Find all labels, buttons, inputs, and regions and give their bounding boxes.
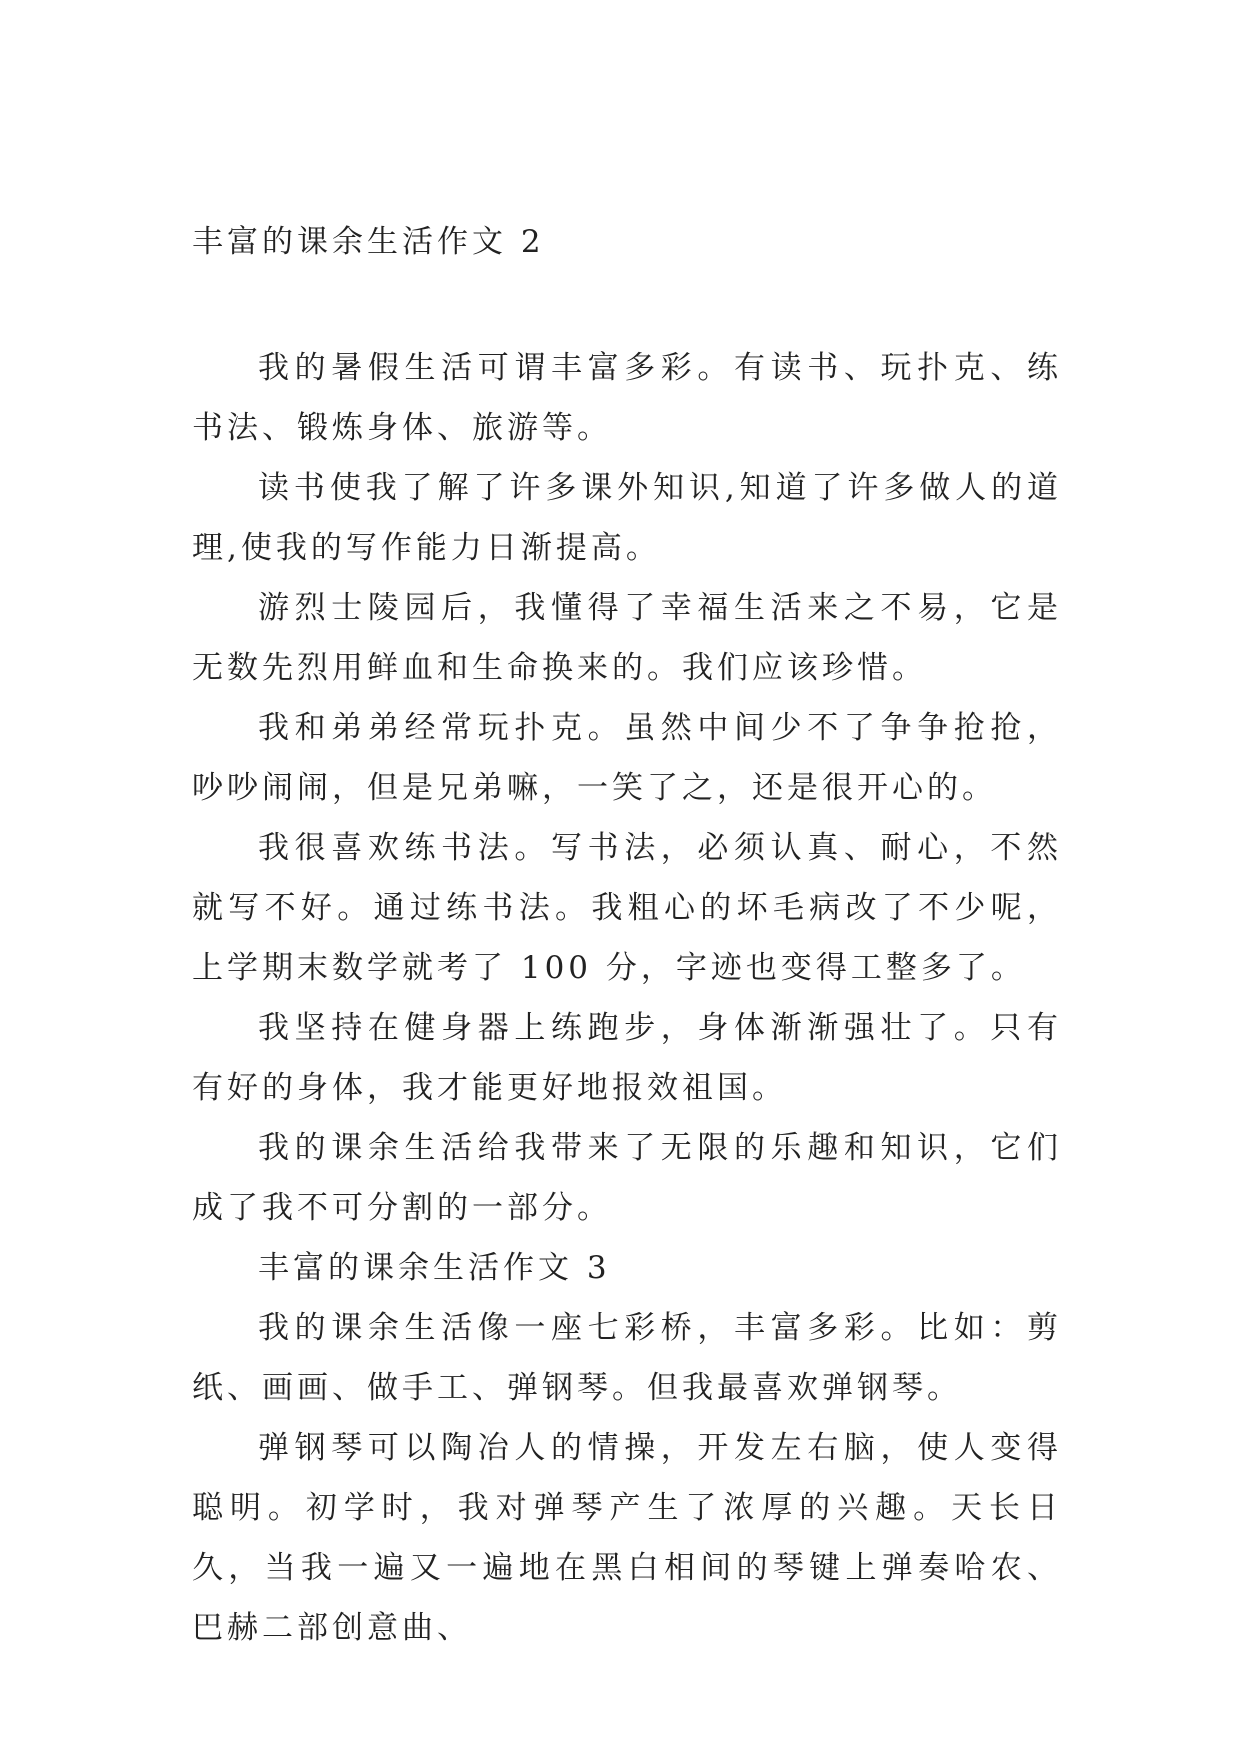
paragraph-6: 我坚持在健身器上练跑步，身体渐渐强壮了。只有有好的身体，我才能更好地报效祖国。 xyxy=(192,1010,1062,1106)
document-body xyxy=(192,338,1062,1658)
paragraph-1: 我的暑假生活可谓丰富多彩。有读书、玩扑克、练书法、锻炼身体、旅游等。 xyxy=(192,350,1062,446)
section-heading-3: 丰富的课余生活作文 3 xyxy=(258,1250,611,1286)
paragraph-8: 我的课余生活像一座七彩桥，丰富多彩。比如：剪纸、画画、做手工、弹钢琴。但我最喜欢弹钢琴。 xyxy=(192,1310,1062,1406)
paragraph-3: 游烈士陵园后，我懂得了幸福生活来之不易，它是无数先烈用鲜血和生命换来的。我们应该珍惜。 xyxy=(192,590,1062,686)
paragraph-5: 我很喜欢练书法。写书法，必须认真、耐心，不然就写不好。通过练书法。我粗心的坏毛病改了不少呢，上学期末数学就考了 100 分，字迹也变得工整多了。 xyxy=(192,830,1062,986)
paragraph-4: 我和弟弟经常玩扑克。虽然中间少不了争争抢抢，吵吵闹闹，但是兄弟嘛，一笑了之，还是很开心的。 xyxy=(192,710,1062,806)
document-title: 丰富的课余生活作文 2 xyxy=(192,224,545,260)
paragraph-9: 弹钢琴可以陶冶人的情操，开发左右脑，使人变得聪明。初学时，我对弹琴产生了浓厚的兴趣。天长日久，当我一遍又一遍地在黑白相间的琴键上弹奏哈农、巴赫二部创意曲、 xyxy=(192,1430,1062,1646)
paragraph-7: 我的课余生活给我带来了无限的乐趣和知识，它们成了我不可分割的一部分。 xyxy=(192,1130,1062,1226)
paragraph-2: 读书使我了解了许多课外知识,知道了许多做人的道理,使我的写作能力日渐提高。 xyxy=(192,470,1062,566)
